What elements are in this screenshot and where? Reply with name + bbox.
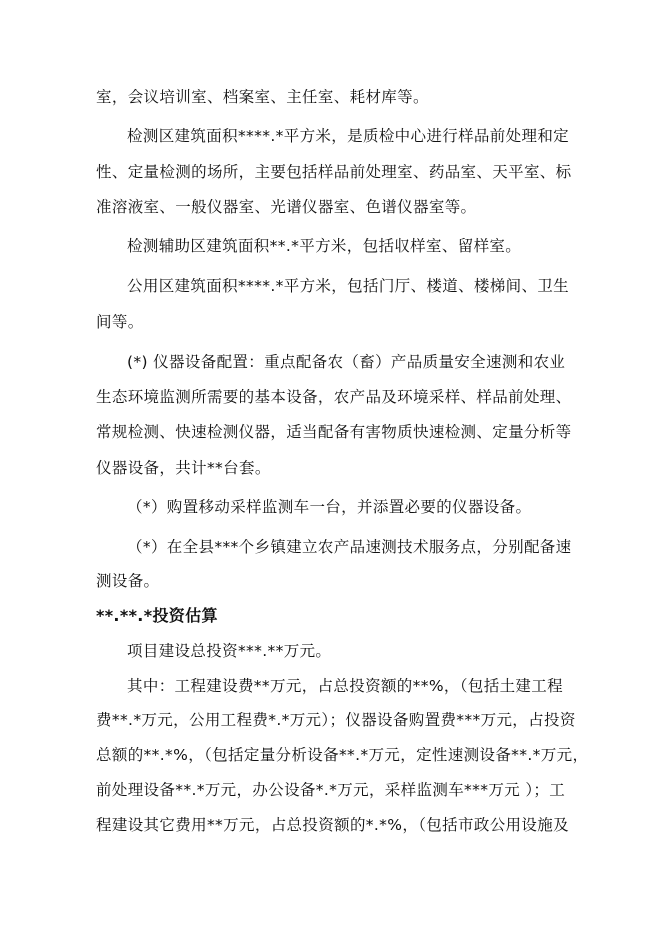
text-line: 室，会议培训室、档案室、主任室、耗材库等。 <box>96 88 429 106</box>
text-line: (*) 仪器设备配置：重点配备农（畜）产品质量安全速测和农业 <box>127 353 566 371</box>
text-line: 费**.*万元，公用工程费*.*万元）；仪器设备购置费***万元，占投资 <box>96 711 576 729</box>
text-line: 检测辅助区建筑面积**.*平方米，包括収样室、留样室。 <box>127 237 522 255</box>
text-line: （*）在全县***个乡镇建立农产品速测技术服务点，分别配备速 <box>127 538 572 556</box>
text-line: （*）购置移动采样监测车一台，并添置必要的仪器设备。 <box>127 498 532 516</box>
section-heading: **.**.*投资估算 <box>96 606 218 625</box>
text-line: 程建设其它费用**万元，占总投资额的*.*%，（包括市政公用设施及 <box>96 816 569 834</box>
text-line: 其中：工程建设费**万元，占总投资额的**%，（包括土建工程 <box>127 677 563 695</box>
text-line: 公用区建筑面积****.*平方米，包括门厅、楼道、楼梯间、卫生 <box>127 277 570 295</box>
text-line: 测设备。 <box>96 572 160 590</box>
text-line: 检测区建筑面积****.*平方米，是质检中心进行样品前处理和定 <box>127 127 570 145</box>
text-line: 前处理设备**.*万元，办公设备*.*万元，采样监测车***万元 ）；工 <box>96 781 566 799</box>
text-line: 间等。 <box>96 313 144 331</box>
text-line: 仪器设备，共计**台套。 <box>96 459 271 477</box>
text-line: 性、定量检测的场所，主要包括样品前处理室、药品室、天平室、标 <box>96 163 572 181</box>
text-line: 常规检测、快速检测仪器，适当配备有害物质快速检测、定量分析等 <box>96 423 572 441</box>
text-line: 生态环境监测所需要的基本设备，农产品及环境采样、样品前处理、 <box>96 388 572 406</box>
text-line: 总额的**.*%，（包括定量分析设备**.*万元，定性速测设备**.*万元， <box>96 746 589 764</box>
text-line: 项目建设总投资***.**万元。 <box>127 642 332 660</box>
text-line: 准溶液室、一般仪器室、光谱仪器室、色谱仪器室等。 <box>96 198 477 216</box>
